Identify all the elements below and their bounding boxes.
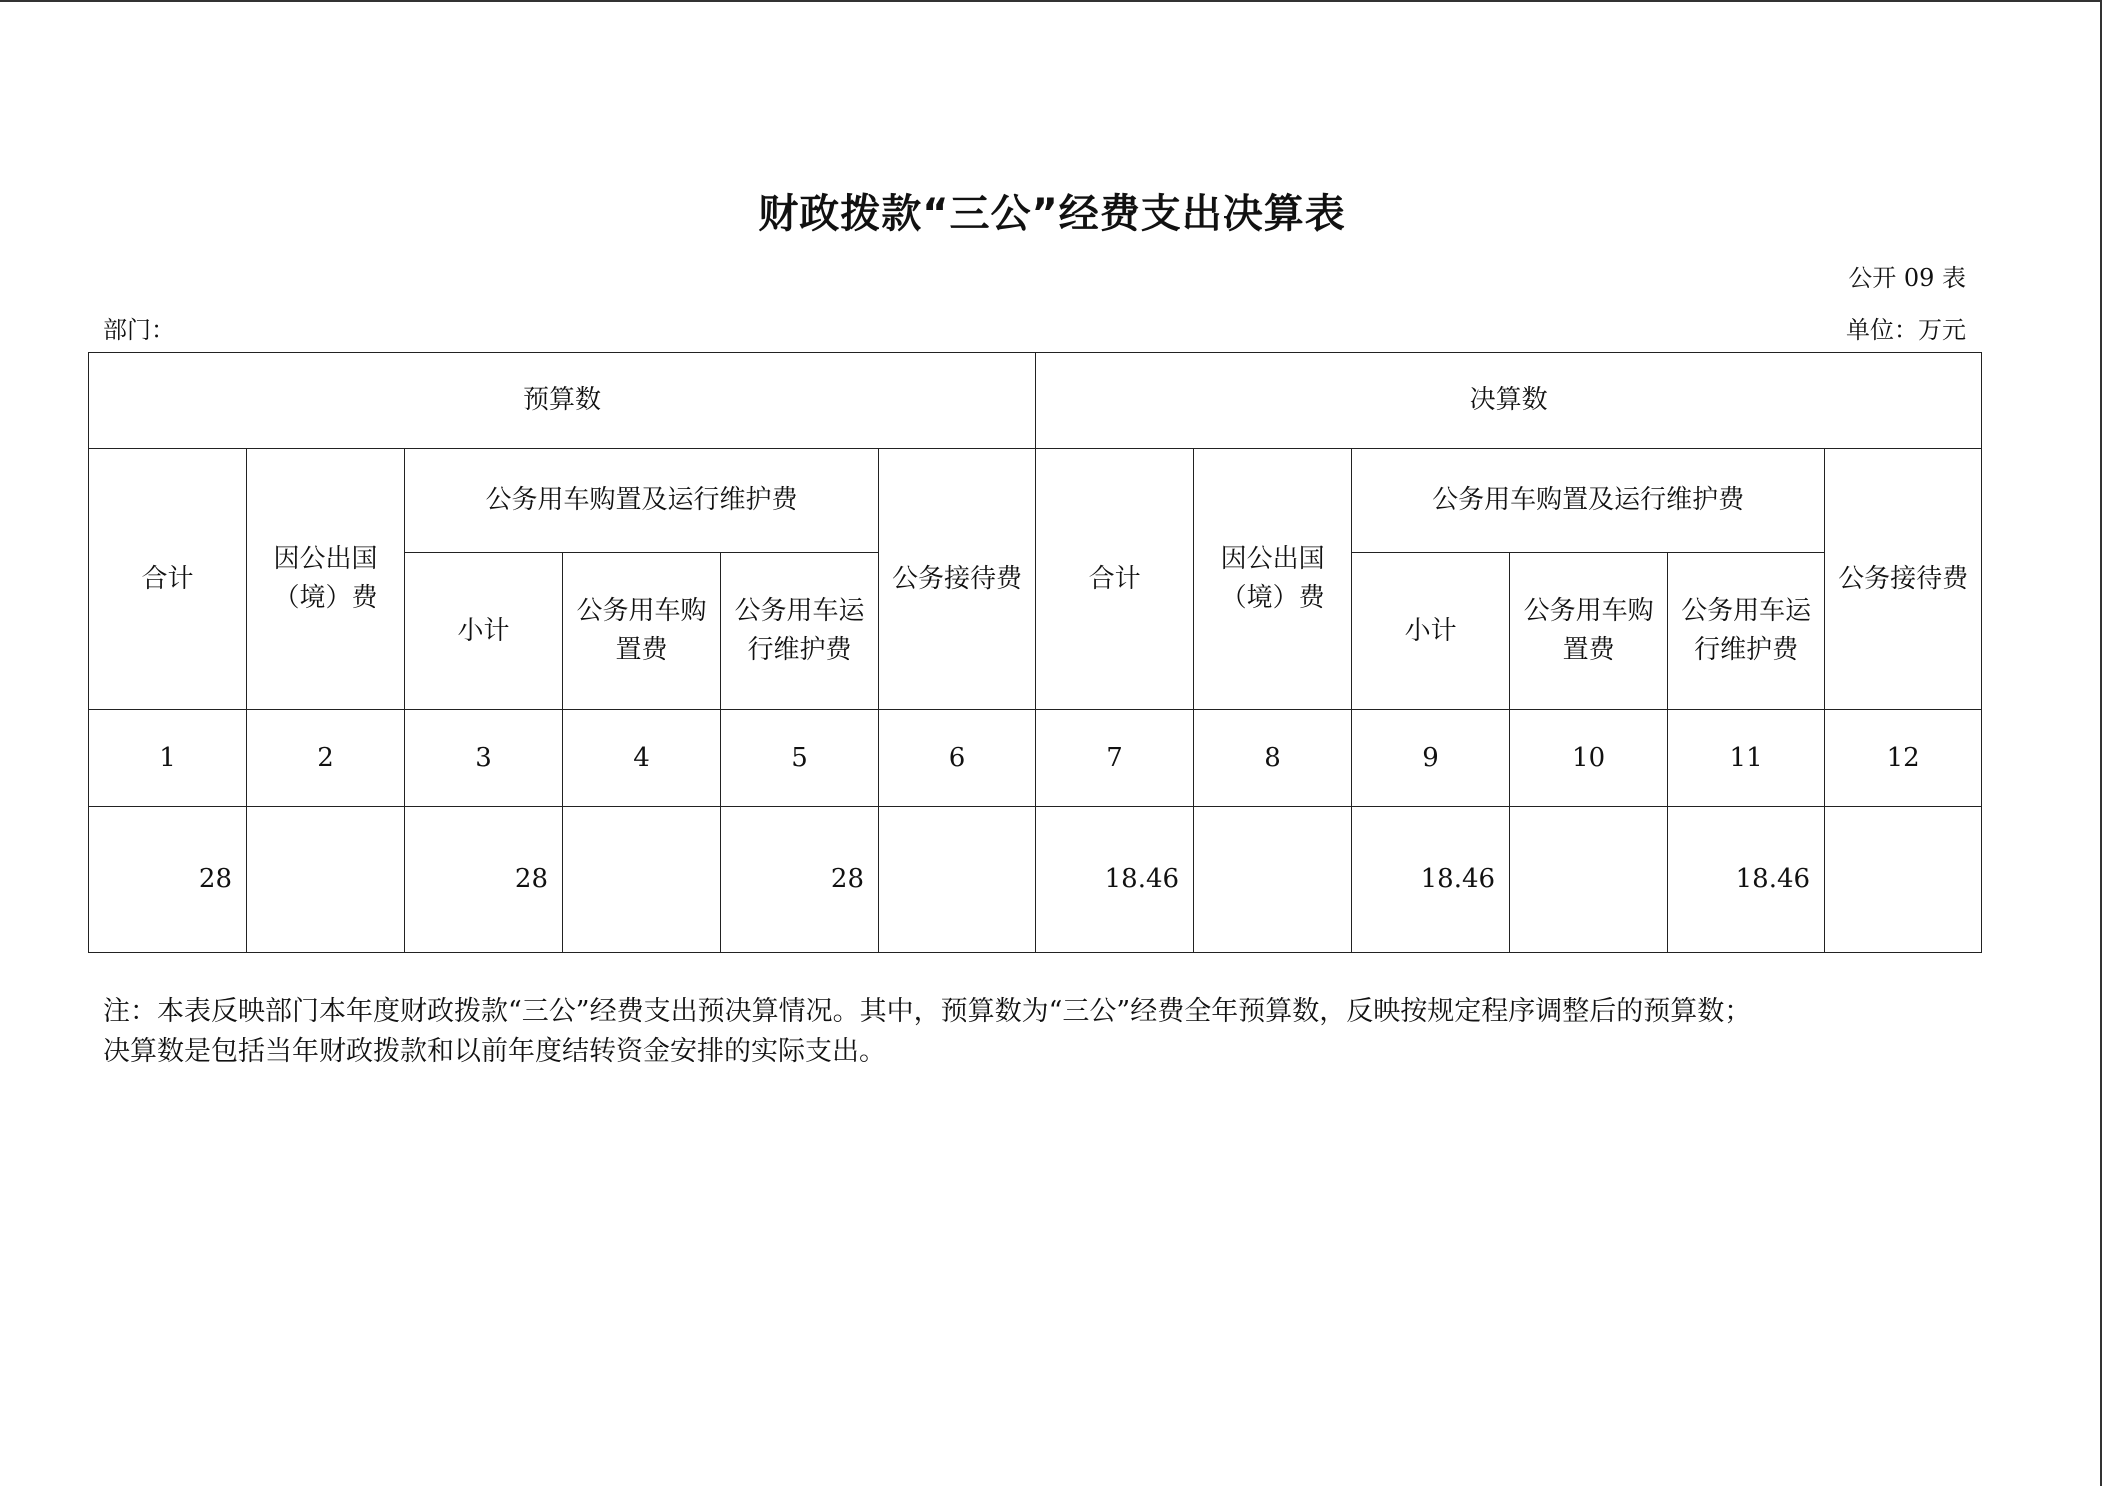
column-number: 2 <box>247 710 405 807</box>
department-label: 部门： <box>103 316 175 344</box>
column-number: 12 <box>1825 710 1982 807</box>
column-number: 4 <box>563 710 721 807</box>
column-number: 11 <box>1668 710 1825 807</box>
table-row <box>89 353 1982 449</box>
budget-total-value: 28 <box>89 807 247 953</box>
column-number: 5 <box>721 710 879 807</box>
final-total-value: 18.46 <box>1036 807 1194 953</box>
final-reception-value <box>1825 807 1982 953</box>
final-abroad-header: 因公出国（境）费 <box>1194 449 1352 710</box>
column-number: 1 <box>89 710 247 807</box>
column-number: 8 <box>1194 710 1352 807</box>
final-abroad-value <box>1194 807 1352 953</box>
footnote <box>103 992 1983 1072</box>
three-public-expenses-table <box>88 352 1982 953</box>
final-subtotal-value: 18.46 <box>1352 807 1510 953</box>
budget-subtotal-value: 28 <box>405 807 563 953</box>
budget-group-header: 预算数 <box>89 353 1036 449</box>
final-subtotal-header: 小计 <box>1352 553 1510 710</box>
final-vehicle-maintenance-value: 18.46 <box>1668 807 1825 953</box>
table-row <box>89 449 1982 553</box>
footnote-line-1: 注：本表反映部门本年度财政拨款“三公”经费支出预决算情况。其中，预算数为“三公”经费全年预算数，反映按规定程序调整后的预算数； <box>103 996 1752 1027</box>
final-vehicle-group-header: 公务用车购置及运行维护费 <box>1352 449 1825 553</box>
budget-vehicle-maintenance-value: 28 <box>721 807 879 953</box>
column-number: 6 <box>879 710 1036 807</box>
final-vehicle-maintenance-header: 公务用车运行维护费 <box>1668 553 1825 710</box>
budget-subtotal-header: 小计 <box>405 553 563 710</box>
column-number: 9 <box>1352 710 1510 807</box>
footnote-line-2: 决算数是包括当年财政拨款和以前年度结转资金安排的实际支出。 <box>103 1036 886 1067</box>
budget-reception-value <box>879 807 1036 953</box>
column-number: 7 <box>1036 710 1194 807</box>
budget-total-header: 合计 <box>89 449 247 710</box>
final-vehicle-purchase-header: 公务用车购置费 <box>1510 553 1668 710</box>
budget-vehicle-maintenance-header: 公务用车运行维护费 <box>721 553 879 710</box>
table-row <box>89 710 1982 807</box>
form-code: 公开 09 表 <box>1848 264 1966 292</box>
budget-reception-header: 公务接待费 <box>879 449 1036 710</box>
budget-vehicle-group-header: 公务用车购置及运行维护费 <box>405 449 879 553</box>
column-number: 10 <box>1510 710 1668 807</box>
final-reception-header: 公务接待费 <box>1825 449 1982 710</box>
budget-vehicle-purchase-value <box>563 807 721 953</box>
final-total-header: 合计 <box>1036 449 1194 710</box>
final-vehicle-purchase-value <box>1510 807 1668 953</box>
final-group-header: 决算数 <box>1036 353 1982 449</box>
column-number: 3 <box>405 710 563 807</box>
page-title: 财政拨款“三公”经费支出决算表 <box>758 191 1346 237</box>
table-row <box>89 807 1982 953</box>
budget-vehicle-purchase-header: 公务用车购置费 <box>563 553 721 710</box>
budget-abroad-value <box>247 807 405 953</box>
budget-abroad-header: 因公出国（境）费 <box>247 449 405 710</box>
unit-label: 单位：万元 <box>1846 316 1966 344</box>
